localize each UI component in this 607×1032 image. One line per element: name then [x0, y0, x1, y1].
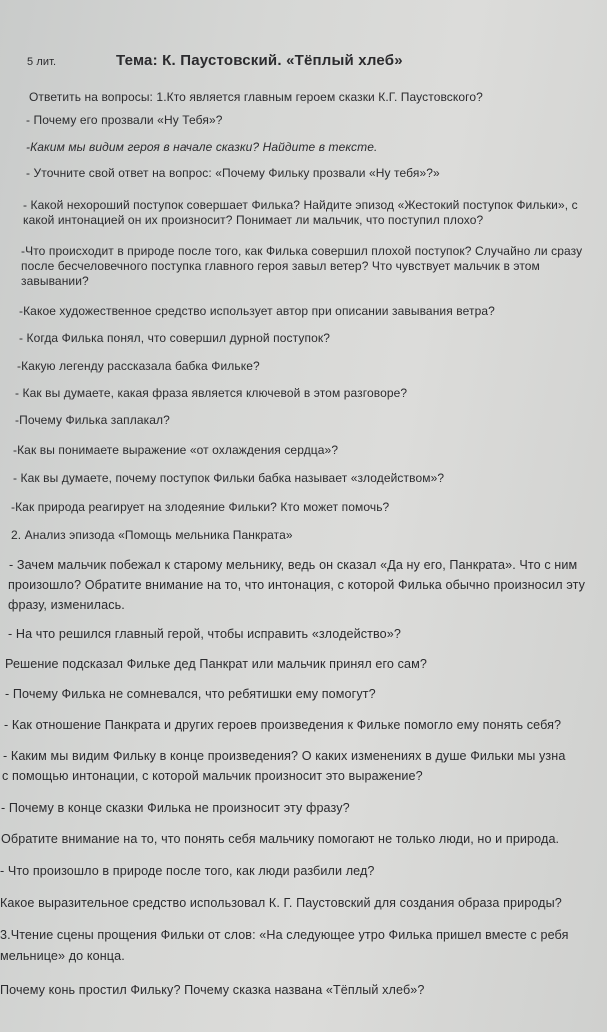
question-line: Решение подсказал Фильке дед Панкрат или мальчик принял его сам?: [5, 657, 427, 671]
question-line: - Каким мы видим Фильку в конце произведения? О каких изменениях в душе Фильки мы узна: [3, 749, 566, 763]
grade-label: 5 лит.: [27, 56, 57, 68]
question-line: -Как природа реагирует на злодеяние Фильки? Кто может помочь?: [11, 500, 390, 514]
question-line: - Уточните свой ответ на вопрос: «Почему Фильку прозвали «Ну тебя»?»: [26, 166, 440, 180]
question-line: -Какое художественное средство использует автор при описании завывания ветра?: [19, 304, 495, 318]
question-line: произошло? Обратите внимание на то, что интонация, с которой Филька обычно произносил эту: [8, 578, 586, 592]
question-line: - Почему Филька не сомневался, что ребятишки ему помогут?: [5, 687, 376, 701]
question-line: -Почему Филька заплакал?: [15, 413, 170, 427]
question-line: мельнице» до конца.: [0, 949, 125, 963]
question-line: - Какой нехороший поступок совершает Филька? Найдите эпизод «Жестокий поступок Фильки», с: [23, 198, 578, 212]
question-line: -Что происходит в природе после того, как Филька совершил плохой поступок? Случайно ли сразу: [21, 244, 583, 258]
question-line: - Как отношение Панкрата и других героев произведения к Фильке помогло ему понять себя?: [4, 718, 562, 732]
question-line: 3.Чтение сцены прощения Фильки от слов: «На следующее утро Филька пришел вместе с ребя: [0, 928, 569, 942]
question-line: - На что решился главный герой, чтобы исправить «злодейство»?: [8, 627, 401, 641]
section-heading: 2. Анализ эпизода «Помощь мельника Панкрата»: [11, 528, 293, 542]
question-line: - Как вы думаете, какая фраза является ключевой в этом разговоре?: [15, 386, 408, 400]
question-line: Почему конь простил Фильку? Почему сказка названа «Тёплый хлеб»?: [0, 983, 425, 997]
question-line: - Почему в конце сказки Филька не произносит эту фразу?: [1, 801, 350, 815]
question-line: какой интонацией он их произносит? Понимает ли мальчик, что поступил плохо?: [23, 213, 484, 227]
question-line: Какое выразительное средство использовал К. Г. Паустовский для создания образа природы?: [0, 896, 562, 910]
question-line: Ответить на вопросы: 1.Кто является главным героем сказки К.Г. Паустовского?: [29, 90, 483, 104]
page-title: Тема: К. Паустовский. «Тёплый хлеб»: [116, 52, 403, 69]
question-line: с помощью интонации, с которой мальчик произносит это выражение?: [2, 769, 423, 783]
question-line: - Что произошло в природе после того, как люди разбили лед?: [0, 864, 375, 878]
question-line: - Как вы думаете, почему поступок Фильки бабка называет «злодейством»?: [13, 471, 445, 485]
question-line: -Как вы понимаете выражение «от охлаждения сердца»?: [13, 443, 339, 457]
question-line: - Зачем мальчик побежал к старому мельнику, ведь он сказал «Да ну его, Панкрата». Что с ним: [9, 558, 578, 572]
question-line: завывании?: [21, 274, 89, 288]
question-line: - Когда Филька понял, что совершил дурной поступок?: [19, 331, 330, 345]
question-line: - Почему его прозвали «Ну Тебя»?: [26, 113, 223, 127]
question-line: фразу, изменилась.: [8, 598, 125, 612]
question-line: -Каким мы видим героя в начале сказки? Найдите в тексте.: [26, 140, 378, 154]
question-line: Обратите внимание на то, что понять себя мальчику помогают не только люди, но и природа.: [1, 832, 560, 846]
question-line: -Какую легенду рассказала бабка Фильке?: [17, 359, 260, 373]
question-line: после бесчеловечного поступка главного героя завыл ветер? Что чувствует мальчик в этом: [21, 259, 540, 273]
